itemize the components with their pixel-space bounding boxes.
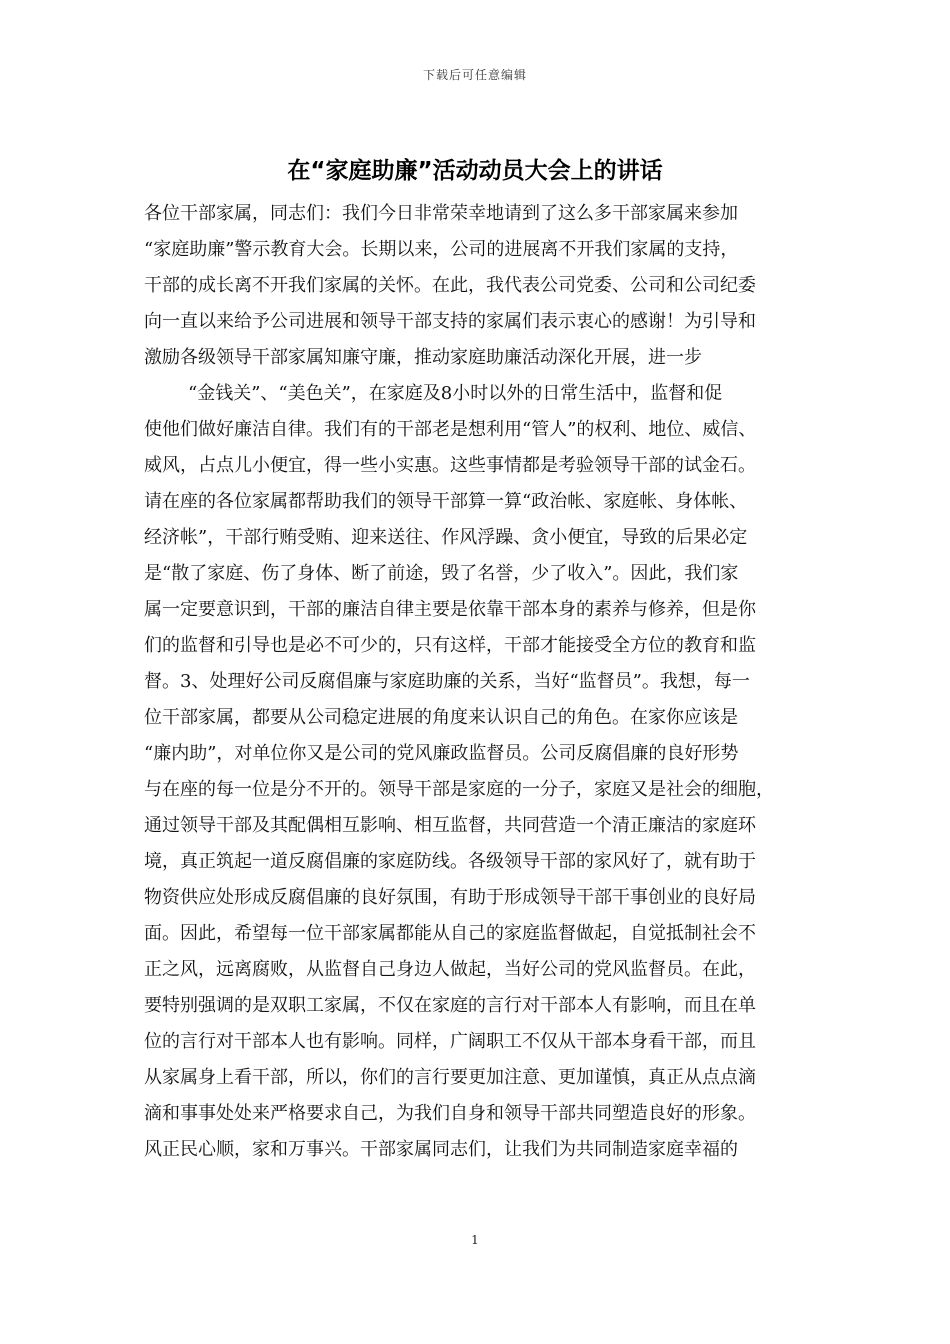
page-number: 1 <box>471 1233 479 1247</box>
body-line: 通过领导干部及其配偶相互影响、相互监督，共同营造一个清正廉洁的家庭环 <box>144 815 756 836</box>
body-line: 物资供应处形成反腐倡廉的良好氛围，有助于形成领导干部干事创业的良好局 <box>144 887 756 908</box>
body-line: 督。3、处理好公司反腐倡廉与家庭助廉的关系，当好“监督员”。我想，每一 <box>144 671 750 692</box>
body-line: 是“散了家庭、伤了身体、断了前途，毁了名誉，少了收入”。因此，我们家 <box>144 563 739 584</box>
body-line: 风正民心顺，家和万事兴。干部家属同志们，让我们为共同制造家庭幸福的 <box>144 1139 738 1160</box>
document-body <box>144 196 814 1168</box>
body-line: 位的言行对干部本人也有影响。同样，广阔职工不仅从干部本身看干部，而且 <box>144 1031 756 1052</box>
body-line: “金钱关”、“美色关”，在家庭及8小时以外的日常生活中，监督和促 <box>188 383 723 404</box>
header-note: 下载后可任意编辑 <box>422 68 527 82</box>
body-line: 向一直以来给予公司进展和领导干部支持的家属们表示衷心的感谢！为引导和 <box>144 311 756 332</box>
body-line: “廉内助”，对单位你又是公司的党风廉政监督员。公司反腐倡廉的良好形势 <box>144 743 739 764</box>
body-line: 从家属身上看干部，所以，你们的言行要更加注意、更加谨慎，真正从点点滴 <box>144 1067 756 1088</box>
body-line: 请在座的各位家属都帮助我们的领导干部算一算“政治帐、家庭帐、身体帐、 <box>144 491 748 512</box>
body-line: 各位干部家属，同志们：我们今日非常荣幸地请到了这么多干部家属来参加 <box>144 203 738 224</box>
document-title: 在“家庭助廉”活动动员大会上的讲话 <box>287 158 663 184</box>
body-line: 威风，占点儿小便宜，得一些小实惠。这些事情都是考验领导干部的试金石。 <box>144 455 756 476</box>
body-line: 境，真正筑起一道反腐倡廉的家庭防线。各级领导干部的家风好了，就有助于 <box>144 851 756 872</box>
body-line: 干部的成长离不开我们家属的关怀。在此，我代表公司党委、公司和公司纪委 <box>144 275 756 296</box>
body-line: 要特别强调的是双职工家属，不仅在家庭的言行对干部本人有影响，而且在单 <box>144 995 756 1016</box>
body-line: “家庭助廉”警示教育大会。长期以来，公司的进展离不开我们家属的支持， <box>144 239 739 260</box>
body-line: 经济帐”，干部行贿受贿、迎来送往、作风浮躁、贪小便宜，导致的后果必定 <box>144 527 748 548</box>
body-line: 滴和事事处处来严格要求自己，为我们自身和领导干部共同塑造良好的形象。 <box>144 1103 756 1124</box>
body-line: 使他们做好廉洁自律。我们有的干部老是想利用“管人”的权利、地位、威信、 <box>144 419 757 440</box>
body-line: 与在座的每一位是分不开的。领导干部是家庭的一分子，家庭又是社会的细胞， <box>144 779 774 800</box>
body-line: 们的监督和引导也是必不可少的，只有这样，干部才能接受全方位的教育和监 <box>144 635 756 656</box>
body-line: 属一定要意识到，干部的廉洁自律主要是依靠干部本身的素养与修养，但是你 <box>144 599 756 620</box>
body-line: 激励各级领导干部家属知廉守廉，推动家庭助廉活动深化开展，进一步 <box>144 347 702 368</box>
body-line: 面。因此，希望每一位干部家属都能从自己的家庭监督做起，自觉抵制社会不 <box>144 923 756 944</box>
body-line: 正之风，远离腐败，从监督自己身边人做起，当好公司的党风监督员。在此， <box>144 959 756 980</box>
body-line: 位干部家属，都要从公司稳定进展的角度来认识自己的角色。在家你应该是 <box>144 707 738 728</box>
